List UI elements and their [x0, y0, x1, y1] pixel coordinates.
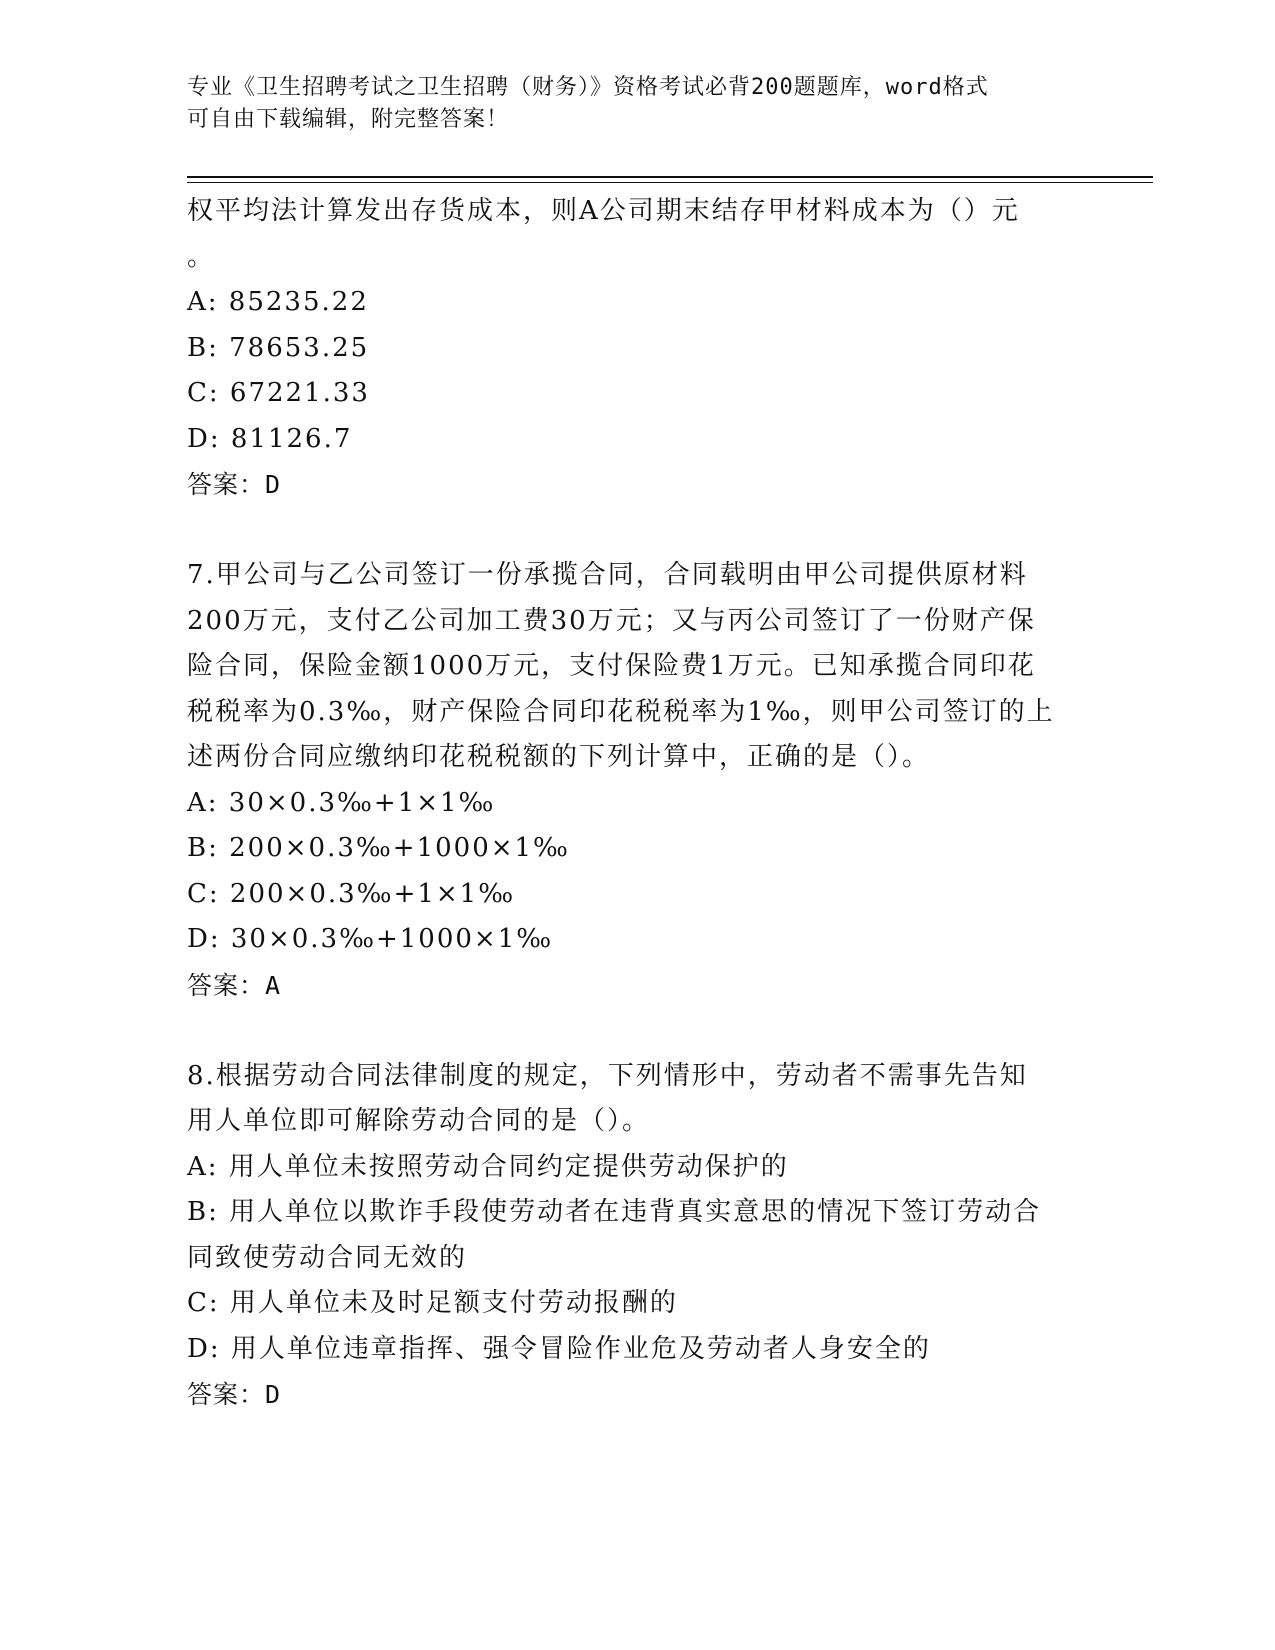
header-divider-thick: [187, 176, 1153, 178]
question-stem-line: 。: [187, 241, 216, 272]
answer-line: 答案：D: [187, 1380, 282, 1409]
option-a: A: 30×0.3‰+1×1‰: [187, 787, 496, 818]
question-stem-line: 税税率为0.3‰，财产保险合同印花税税率为1‰，则甲公司签订的上: [187, 696, 1055, 727]
option-b-continued: 同致使劳动合同无效的: [187, 1242, 468, 1273]
option-c: C: 200×0.3‰+1×1‰: [187, 878, 516, 909]
option-d: D: 用人单位违章指挥、强令冒险作业危及劳动者人身安全的: [187, 1333, 931, 1364]
question-6: [187, 189, 1087, 508]
question-stem-line: 7.甲公司与乙公司签订一份承揽合同，合同载明由甲公司提供原材料: [187, 560, 1028, 590]
question-stem-line: 8.根据劳动合同法律制度的规定，下列情形中，劳动者不需事先告知: [187, 1060, 1028, 1091]
document-header: [187, 72, 1067, 136]
question-gap: [187, 508, 1087, 554]
answer-line: 答案：A: [187, 970, 282, 1000]
option-c: C: 用人单位未及时足额支付劳动报酬的: [187, 1288, 678, 1318]
option-a: A: 85235.22: [187, 287, 369, 317]
option-d: D: 81126.7: [187, 423, 353, 454]
option-b: B: 200×0.3‰+1000×1‰: [187, 833, 570, 863]
answer-line: 答案：D: [187, 470, 282, 499]
question-stem-line: 权平均法计算发出存货成本，则A公司期末结存甲材料成本为（）元: [187, 196, 1020, 226]
question-gap: [187, 1008, 1087, 1054]
question-stem-line: 险合同，保险金额1000万元，支付保险费1万元。已知承揽合同印花: [187, 651, 1036, 681]
option-c: C: 67221.33: [187, 378, 370, 408]
option-b: B: 用人单位以欺诈手段使劳动者在违背真实意思的情况下签订劳动合: [187, 1197, 1042, 1227]
question-list: [187, 189, 1087, 1418]
question-stem-line: 用人单位即可解除劳动合同的是（）。: [187, 1106, 651, 1136]
header-divider-thin: [187, 182, 1153, 183]
question-stem-line: 述两份合同应缴纳印花税税额的下列计算中，正确的是（）。: [187, 742, 931, 772]
option-d: D: 30×0.3‰+1000×1‰: [187, 924, 554, 954]
option-b: B: 78653.25: [187, 332, 370, 363]
question-stem-line: 200万元，支付乙公司加工费30万元；又与丙公司签订了一份财产保: [187, 605, 1036, 636]
header-line-2: 可自由下载编辑，附完整答案！: [187, 107, 510, 132]
question-8: [187, 1054, 1087, 1418]
option-a: A: 用人单位未按照劳动合同约定提供劳动保护的: [187, 1151, 789, 1182]
header-line-1: 专业《卫生招聘考试之卫生招聘（财务）》资格考试必背200题题库，word格式: [187, 75, 989, 100]
question-7: [187, 553, 1087, 1008]
